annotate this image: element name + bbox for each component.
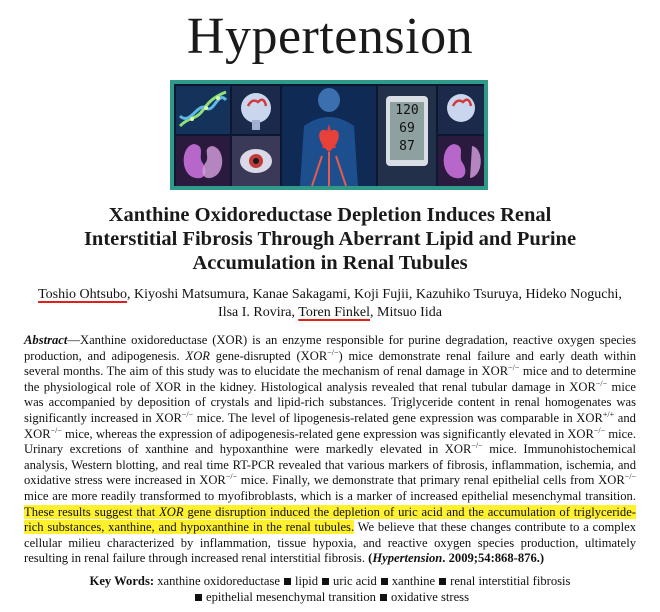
abstract-text: mice and to determine the physiological role of XOR in the kidney. Histological analysis revealed that renal tubular damage in XOR <box>24 364 636 394</box>
heart-icon <box>282 86 376 186</box>
journal-title: Hypertension <box>186 8 474 65</box>
brain-icon <box>232 86 280 134</box>
key-words-label: Key Words: <box>89 574 155 588</box>
author-names: , Mitsuo Iida <box>370 305 442 320</box>
bullet-square-icon <box>195 594 202 601</box>
key-words <box>20 573 640 605</box>
abstract-text: mice was accompanied by deposition of crystals and lipid-rich substances. Triglyceride content in renal homogenates was significantly increased in XOR <box>24 379 636 425</box>
abstract-text: mice are more readily transformed to myofibroblasts, which is a marker of increased epithelial mesenchymal transition. <box>24 488 636 503</box>
abstract-text: and XOR <box>24 410 636 441</box>
eye-icon <box>232 136 280 186</box>
genotype: −/− <box>50 425 62 435</box>
article-title-line: Interstitial Fibrosis Through Aberrant Lipid and Purine <box>83 228 577 250</box>
author-underlined: Toshio Ohtsubo <box>38 287 127 302</box>
bullet-square-icon <box>381 578 388 585</box>
abstract-text: ) mice demonstrate renal failure and early death within several months. The aim of this study was to elucidate the mechanism of renal damage in XOR <box>24 348 636 379</box>
abstract-text: We believe that these changes contribute to a complex cellular milieu characterized by inflammation, tissue hypoxia, and reactive oxygen species production, ultimately resulting in renal failure through increased renal interstitial fibrosis. <box>24 520 636 566</box>
systolic-reading: 120 <box>395 103 419 118</box>
article-title <box>20 203 640 275</box>
bullet-square-icon <box>380 594 387 601</box>
citation: ( <box>368 551 373 566</box>
gene-name: XOR <box>185 348 210 363</box>
author-names: Ilsa I. Rovira, <box>218 305 299 320</box>
abstract-text: These results suggest that <box>24 504 160 519</box>
abstract-text: gene-disrupted (XOR <box>210 348 328 363</box>
author-list <box>20 286 640 322</box>
author-names: , Kiyoshi Matsumura, Kanae Sakagami, Koji Fujii, Kazuhiko Tsuruya, Hideko Noguchi, <box>126 287 622 302</box>
keyword: oxidative stress <box>390 590 469 604</box>
article-title-line: Xanthine Oxidoreductase Depletion Induces Renal <box>108 204 552 226</box>
diastolic-reading: 69 <box>399 121 415 136</box>
genotype: −/− <box>471 440 483 450</box>
keyword: xanthine <box>391 574 436 588</box>
genotype: −/− <box>593 425 606 435</box>
genotype: −/− <box>327 347 339 357</box>
abstract-text: mice. Finally, we demonstrate that primary renal epithelial cells from XOR <box>237 473 625 488</box>
abstract-text: gene disruption induced the depletion of uric acid and the accumulation of triglyceride-rich substances, xanthine, and hypoxanthine in the renal tubules. <box>24 504 636 535</box>
dna-icon <box>176 86 230 134</box>
kidney-icon <box>176 136 230 186</box>
abstract-text: mice. The level of lipogenesis-related gene expression was comparable in XOR <box>193 410 603 425</box>
abstract-text: mice. Urinary excretions of xanthine and hypoxanthine were markedly elevated in XOR <box>24 426 636 457</box>
keyword: uric acid <box>333 574 377 588</box>
keyword: epithelial mesenchymal transition <box>206 590 376 604</box>
kidney-icon <box>438 136 484 186</box>
pulse-reading: 87 <box>399 139 415 154</box>
gene-name: XOR <box>159 504 184 519</box>
blood-pressure-monitor-icon <box>378 86 436 186</box>
genotype: −/− <box>595 378 608 388</box>
abstract <box>24 333 636 567</box>
abstract-text: mice, whereas the expression of adipogenesis-related gene expression was significantly elevated in XOR <box>61 426 594 441</box>
bullet-square-icon <box>284 578 291 585</box>
brain-icon <box>438 86 484 134</box>
journal-banner <box>170 80 488 190</box>
keyword: xanthine oxidoreductase <box>157 574 280 588</box>
keyword: renal interstitial fibrosis <box>450 574 571 588</box>
abstract-text: mice. Immunohistochemical analysis, Western blotting, and real time RT-PCR revealed that various markers of fibrosis, inflammation, ischemia, and oxidative stress were increased in XOR <box>24 442 637 488</box>
abstract-label: Abstract <box>24 333 68 347</box>
genotype: −/− <box>225 472 238 482</box>
genotype: −/− <box>181 409 194 419</box>
genotype: +/+ <box>602 409 615 419</box>
citation-journal: Hypertension <box>372 551 443 566</box>
citation: . 2009;54:868-876.) <box>442 551 545 566</box>
bullet-square-icon <box>439 578 446 585</box>
author-underlined: Toren Finkel <box>298 305 370 320</box>
abstract-text: —Xanthine oxidoreductase (XOR) is an enzyme responsible for purine degradation, reactive oxygen species production, and adipogenesis. <box>24 333 636 363</box>
genotype: −/− <box>624 472 636 482</box>
bullet-square-icon <box>322 578 329 585</box>
genotype: −/− <box>508 363 520 372</box>
article-title-line: Accumulation in Renal Tubules <box>192 252 468 274</box>
keyword: lipid <box>294 574 319 588</box>
